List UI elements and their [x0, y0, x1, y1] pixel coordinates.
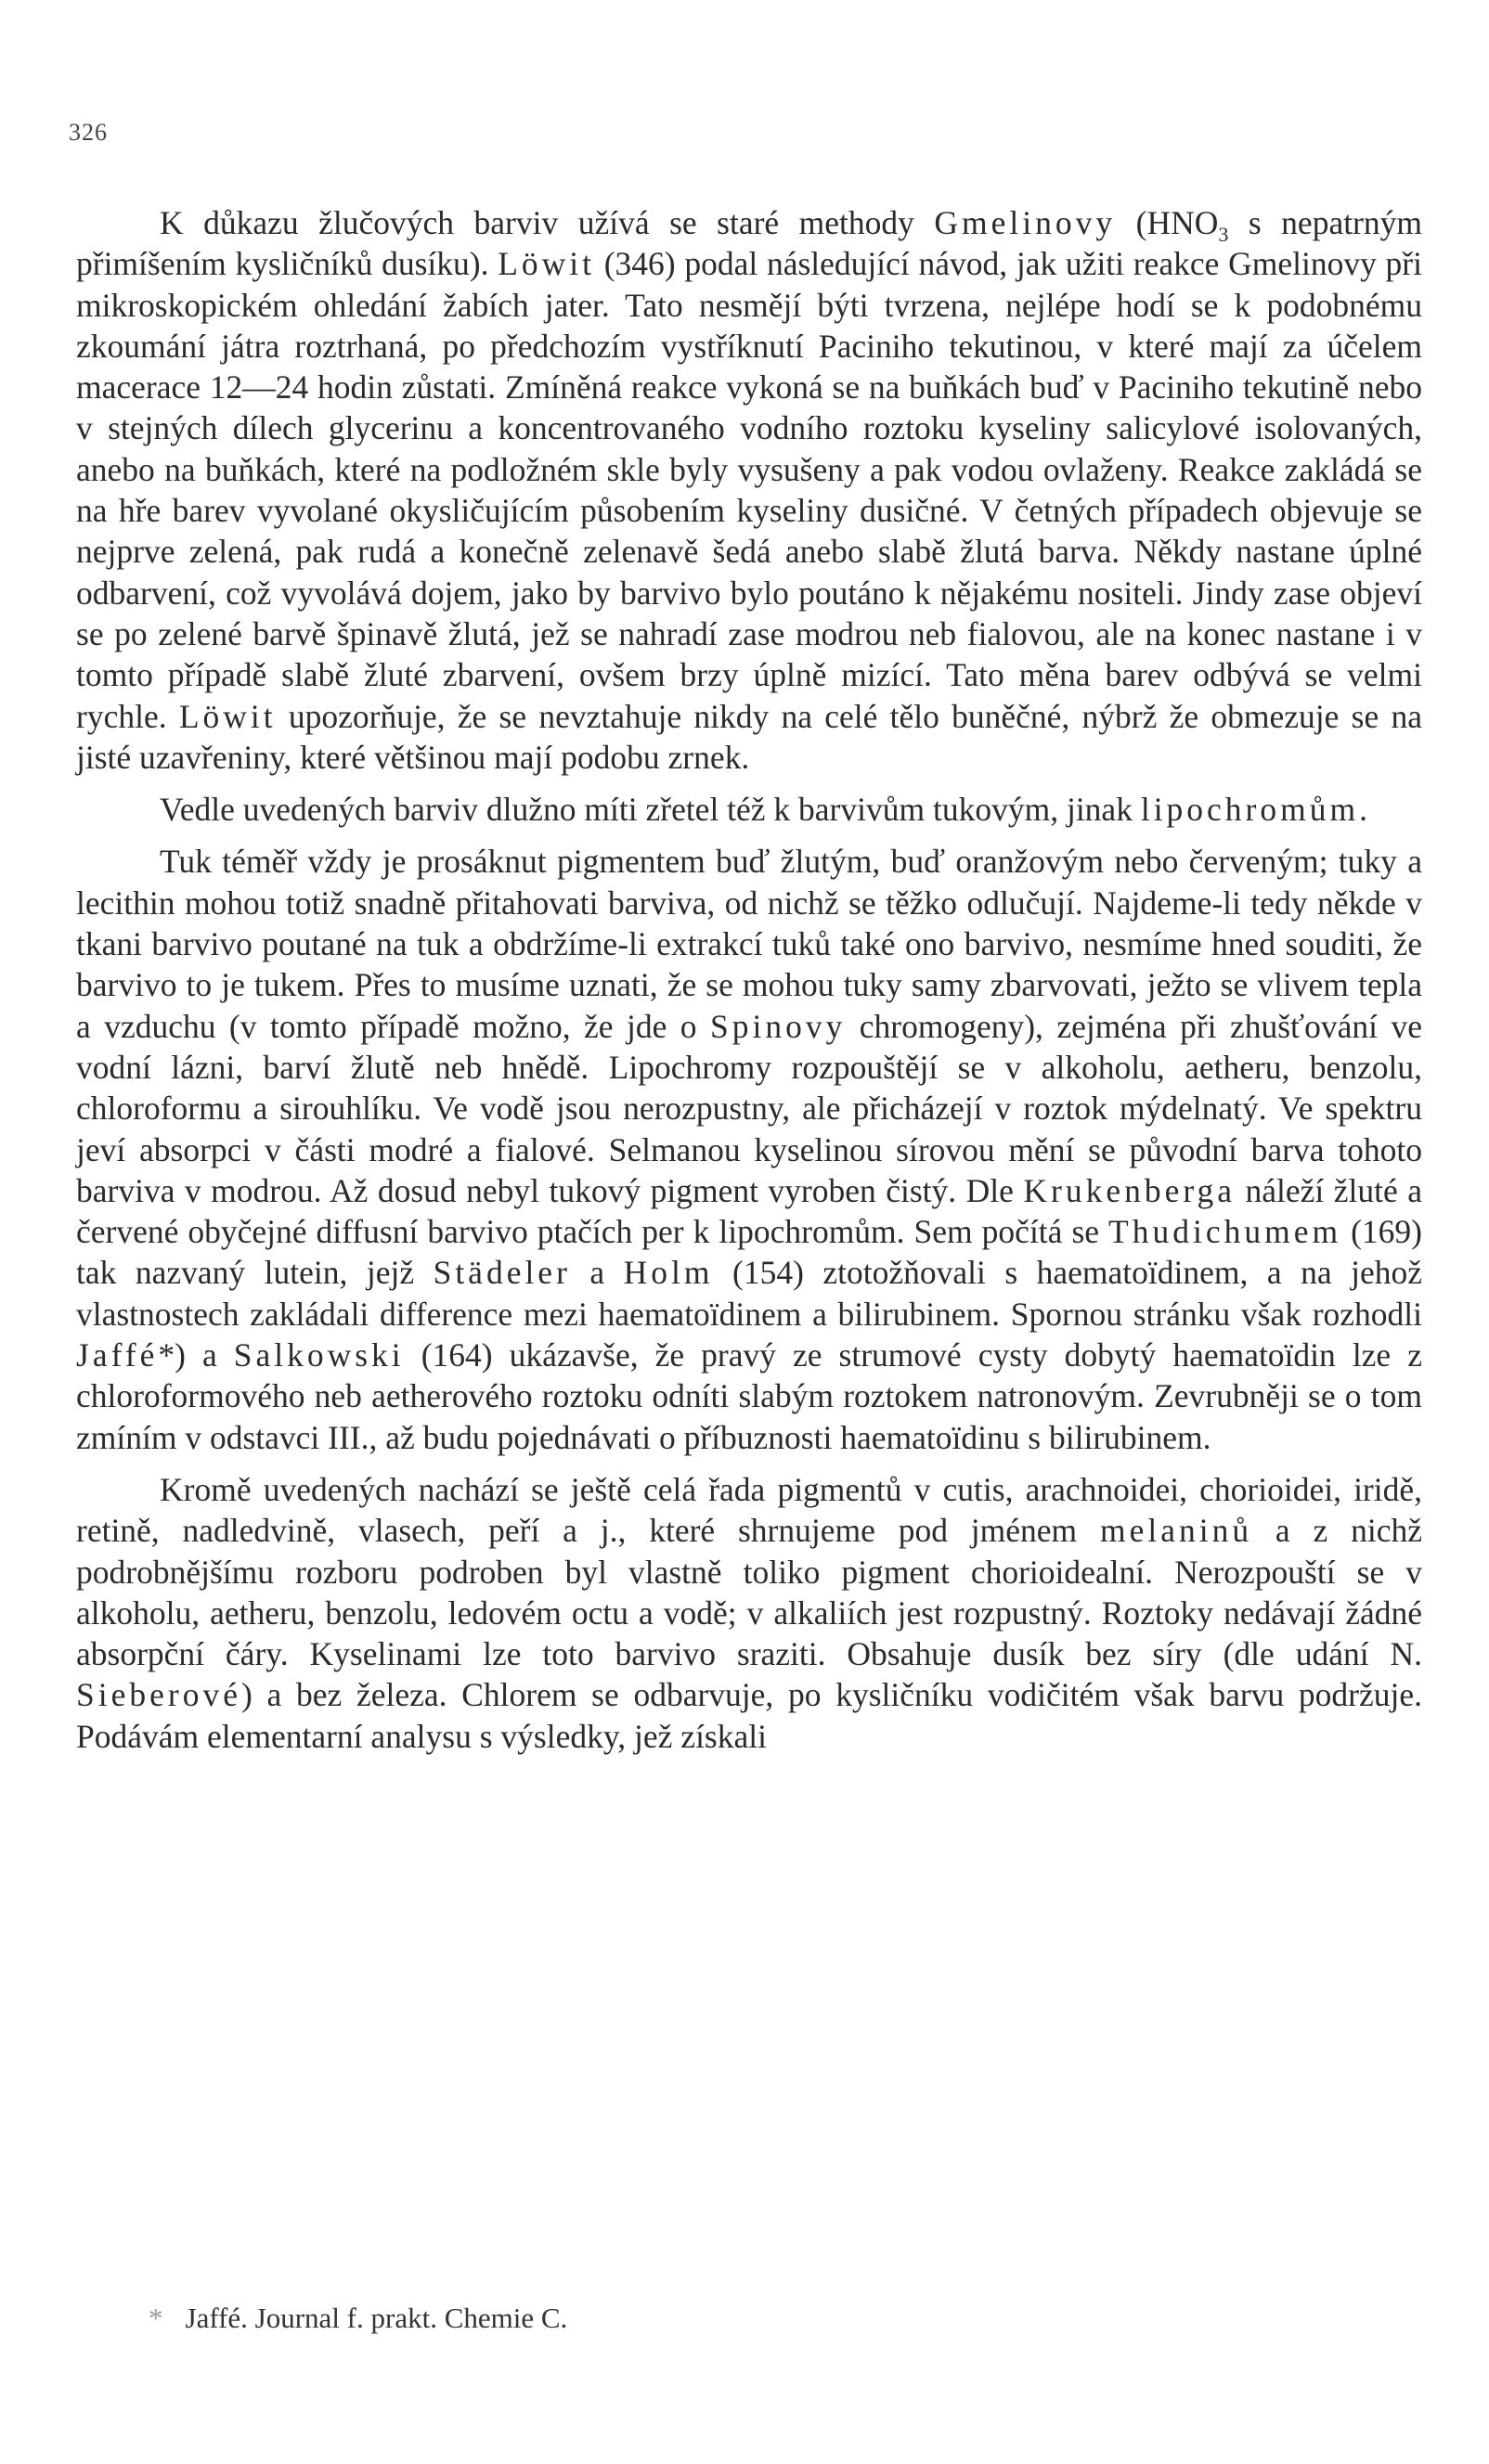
author-name: Städeler: [433, 1254, 571, 1292]
footnote-text: Jaffé. Journal f. prakt. Chemie C.: [185, 2302, 568, 2334]
paragraph-4: [76, 1469, 1422, 1757]
subscript: 3: [1218, 223, 1229, 247]
author-name: Löwit: [178, 697, 277, 735]
paragraph-3: [76, 841, 1422, 1457]
body-text: [76, 202, 1422, 1768]
text: (154) ztotožňovali s haematoïdinem, a na jehož vlastnostech zakládali difference mezi haematoïdinem a bilirubinem. Spornou stránku však rozhodli: [76, 1254, 1422, 1333]
text: a z nichž podrobnějšímu rozboru podroben byl vlastně toliko pigment chorioidealní. Nerozpouští se v alkoholu, aetheru, benzolu, ledovém octu a vodě; v alkaliích jest rozpustný. Roztoky nedávají žádné absorpční čáry. Kyselinami lze toto barvivo sraziti. Obsahuje dusík bez síry (dle udání N.: [76, 1512, 1422, 1673]
text: Kromě uvedených nachází se ještě celá řada pigmentů v cutis, arachnoidei, chorioidei, iridě, retině, nadledvině, vlasech, peří a j., které shrnujeme pod jménem: [76, 1470, 1422, 1550]
text: chromogeny), zejména při zhušťování ve vodní lázni, barví žlutě neb hnědě. Lipochromy rozpouštějí se v alkoholu, aetheru, benzolu, chloroformu a sirouhlíku. Ve vodě jsou nerozpustny, ale přicházejí v roztok mýdelnatý. Ve spektru jeví absorpci v části modré a fialové. Selmanou kyselinou sírovou mění se původní barva tohoto barviva v modrou. Až dosud nebyl tukový pigment vyroben čistý. Dle: [76, 1007, 1422, 1209]
term: melaninů: [1099, 1512, 1253, 1550]
text: .: [1359, 791, 1367, 829]
text: upozorňuje, že se nevztahuje nikdy na celé tělo buněčné, nýbrž že obmezuje se na jisté uzavřeniny, které většinou mají podobu zrnek.: [76, 697, 1422, 776]
author-name: Sieberové: [76, 1676, 241, 1714]
text: (346) podal následující návod, jak užiti reakce Gmelinovy při mikroskopickém ohledání žabích jater. Tato nesmějí býti tvrzena, nejlépe hodí se k podobnému zkoumání játra roztrhaná, po předchozím vystříknutí Paciniho tekutinou, v které mají za účelem macerace 12—24 hodin zůstati. Zmíněná reakce vykoná se na buňkách buď v Paciniho tekutině nebo v stejných dílech glycerinu a koncentrovaného vodního roztoku kyseliny salicylové isolovaných, anebo na buňkách, které na podložném skle byly vysušeny a pak vodou ovlaženy. Reakce zakládá se na hře barev vyvolané okysličujícím působením kyseliny dusičné. V četných případech objevuje se nejprve zelená, pak rudá a konečně zelenavě šedá anebo slabě žlutá barva. Někdy nastane úplné odbarvení, což vyvolává dojem, jako by barvivo bylo poutáno k nějakému nositeli. Jindy zase objeví se po zelené barvě špinavě žlutá, jež se nahradí zase modrou neb fialovou, ale na konec nastane i v tomto případě slabě žluté zbarvení, ovšem brzy úplně mizící. Tato měna barev odbývá se velmi rychle.: [76, 245, 1422, 735]
author-name: Gmelinovy: [934, 204, 1117, 241]
text: náleží žluté a červené obyčejné diffusní barvivo ptačích per k lipochromům. Sem počítá se: [76, 1171, 1422, 1251]
paragraph-2: [76, 789, 1422, 830]
text: ) a bez železa. Chlorem se odbarvuje, po kysličníku vodičitém však barvu podržuje. Podávám elementarní analysu s výsledky, jež získali: [76, 1676, 1422, 1755]
text: Tuk téměř vždy je prosáknut pigmentem buď žlutým, buď oranžovým nebo červeným; tuky a lecithin mohou totiž snadně přitahovati barviva, od nichž se těžko odlučují. Najdeme-li tedy někde v tkani barvivo poutané na tuk a obdržíme-li extrakcí tuků také ono barvivo, nesmíme hned souditi, že barvivo to je tukem. Přes to musíme uznati, že se mohou tuky samy zbarvovati, ježto se vlivem tepla a vzduchu (v tomto případě možno, že jde o: [76, 843, 1422, 1045]
paragraph-1: [76, 202, 1422, 778]
text: s nepatrným přimíšením kysličníků dusíku).: [76, 204, 1422, 283]
author-name: Spinovy: [709, 1007, 847, 1045]
text: *) a: [158, 1336, 234, 1374]
footnote-marker: *: [149, 2302, 163, 2334]
text: (164) ukázavše, že pravý ze strumové cysty dobytý haematoïdin lze z chloroformového neb aetherového roztoku odníti slabým roztokem natronovým. Zevrubněji se o tom zmíním v odstavci III., až budu pojednávati o příbuznosti haematoïdinu s bilirubinem.: [76, 1336, 1422, 1456]
text: (HNO: [1116, 204, 1219, 241]
author-name: Löwit: [498, 245, 595, 283]
text: a: [570, 1254, 624, 1292]
term: lipochromům: [1140, 791, 1360, 829]
text: (169) tak nazvaný lutein, jejž: [76, 1213, 1422, 1292]
page-number: 326: [69, 119, 108, 146]
text: K důkazu žlučových barviv užívá se staré methody: [160, 204, 935, 241]
author-name: Salkowski: [233, 1336, 405, 1374]
footnote: [149, 2302, 567, 2335]
author-name: Krukenberga: [1023, 1171, 1237, 1209]
author-name: Holm: [623, 1254, 714, 1292]
author-name: Jaffé: [76, 1336, 159, 1374]
text: Vedle uvedených barviv dlužno míti zřetel též k barvivům tukovým, jinak: [160, 791, 1141, 829]
author-name: Thudichumem: [1108, 1213, 1342, 1251]
